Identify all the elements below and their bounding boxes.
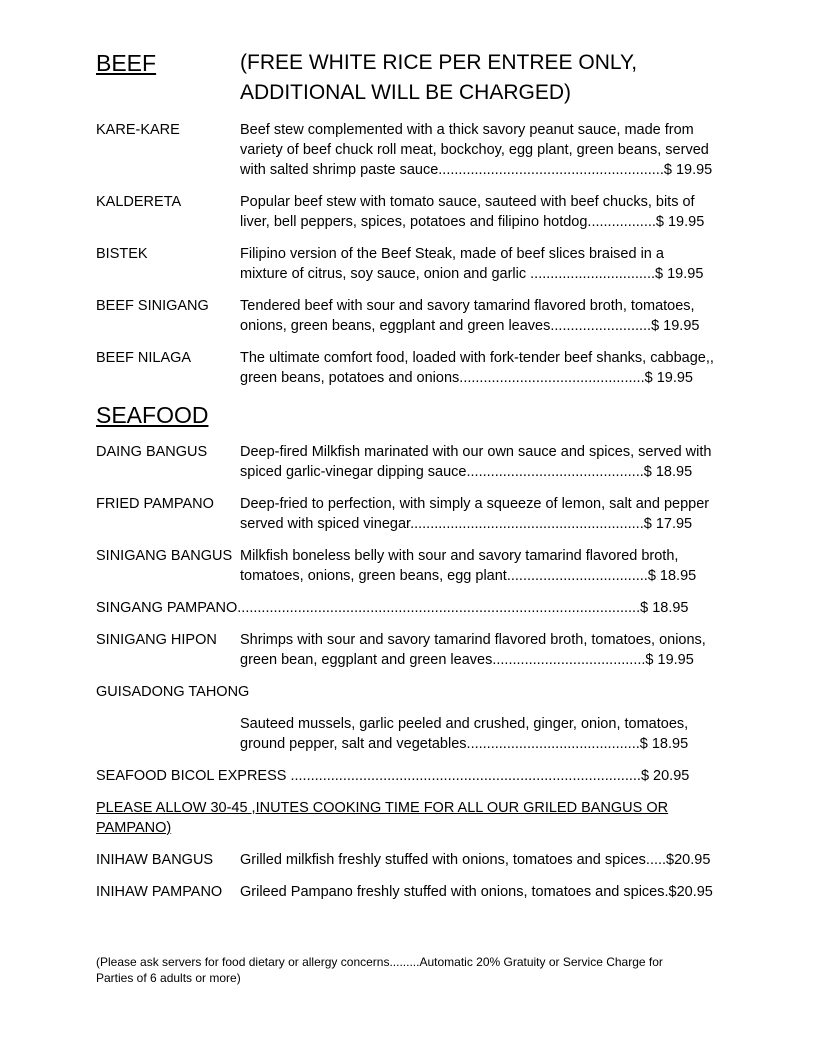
menu-item-name: SINIGANG HIPON [96,632,217,648]
menu-item-desc: Tendered beef with sour and savory tamarind flavored broth, tomatoes, onions, green beans, eggplant and green leaves.........................$ 19.95 [240,298,700,334]
menu-item-name: INIHAW BANGUS [96,852,214,868]
menu-item-desc: Deep-fired Milkfish marinated with our own sauce and spices, served with spiced garlic-vinegar dipping sauce............................................$ 18.95 [240,444,712,480]
menu-item-name: DAING BANGUS [96,444,208,460]
menu-page [96,48,736,902]
menu-item-desc: The ultimate comfort food, loaded with fork-tender beef shanks, cabbage,, green beans, potatoes and onions..............................................$ 19.95 [240,350,714,386]
menu-item-desc: Deep-fried to perfection, with simply a squeeze of lemon, salt and pepper served with spiced vinegar..........................................................$ 17.95 [240,496,710,532]
menu-item-desc: Sauteed mussels, garlic peeled and crushed, ginger, onion, tomatoes, ground pepper, salt and vegetables...........................................$ 18.95 [240,716,689,752]
menu-item-name: INIHAW PAMPANO [96,884,223,900]
menu-item-desc: Popular beef stew with tomato sauce, sauteed with beef chucks, bits of liver, bell peppers, spices, potatoes and filipino hotdog.................$ 19.95 [240,194,705,230]
singang-pampano-line: SINGANG PAMPANO....................................................................................................$ 18.95 [96,600,689,616]
cooking-time-notice: PLEASE ALLOW 30-45 ,INUTES COOKING TIME FOR ALL OUR GRILED BANGUS OR PAMPANO) [96,800,669,836]
menu-item [96,192,736,232]
menu-item-name: SINIGANG BANGUS [96,548,233,564]
menu-item [96,348,736,388]
menu-item [96,630,736,670]
menu-item-desc: Grileed Pampano freshly stuffed with onions, tomatoes and spices.$20.95 [240,884,713,900]
menu-item-name: FRIED PAMPANO [96,496,214,512]
menu-item [96,442,736,482]
menu-item [96,120,736,180]
menu-item-name: KARE-KARE [96,122,180,138]
menu-item-name: BISTEK [96,246,148,262]
menu-item [96,850,736,870]
menu-item-name: BEEF NILAGA [96,350,192,366]
menu-item [96,296,736,336]
bicol-express-line: SEAFOOD BICOL EXPRESS .......................................................................................$ 20.95 [96,768,690,784]
gratuity-footer: (Please ask servers for food dietary or allergy concerns.........Automatic 20% Gratuity or Service Charge for Parties of 6 adults or more) [96,955,663,985]
beef-rice-note: (FREE WHITE RICE PER ENTREE ONLY, ADDITIONAL WILL BE CHARGED) [240,51,638,104]
menu-item-desc: Filipino version of the Beef Steak, made of beef slices braised in a mixture of citrus, soy sauce, onion and garlic ...............................$ 19.95 [240,246,704,282]
menu-item-desc: Milkfish boneless belly with sour and savory tamarind flavored broth, tomatoes, onions, green beans, egg plant...................................$ 18.95 [240,548,697,584]
seafood-title: SEAFOOD [96,402,209,428]
guisadong-tahong-name: GUISADONG TAHONG [96,684,250,700]
menu-item-name: BEEF SINIGANG [96,298,209,314]
menu-item-desc: Shrimps with sour and savory tamarind flavored broth, tomatoes, onions, green bean, eggplant and green leaves......................................$ 19.95 [240,632,706,668]
menu-item-desc: Grilled milkfish freshly stuffed with onions, tomatoes and spices.....$20.95 [240,852,711,868]
menu-item-name: KALDERETA [96,194,182,210]
menu-item [96,714,736,754]
beef-title: BEEF [96,50,157,76]
beef-header [96,48,736,108]
menu-item-desc: Beef stew complemented with a thick savory peanut sauce, made from variety of beef chuck roll meat, bockchoy, egg plant, green beans, served with salted shrimp paste sauce........................................................$ 19.95 [240,122,713,178]
seafood-header [96,400,736,430]
menu-item [96,494,736,534]
menu-item [96,546,736,586]
menu-item [96,244,736,284]
menu-item [96,882,736,902]
